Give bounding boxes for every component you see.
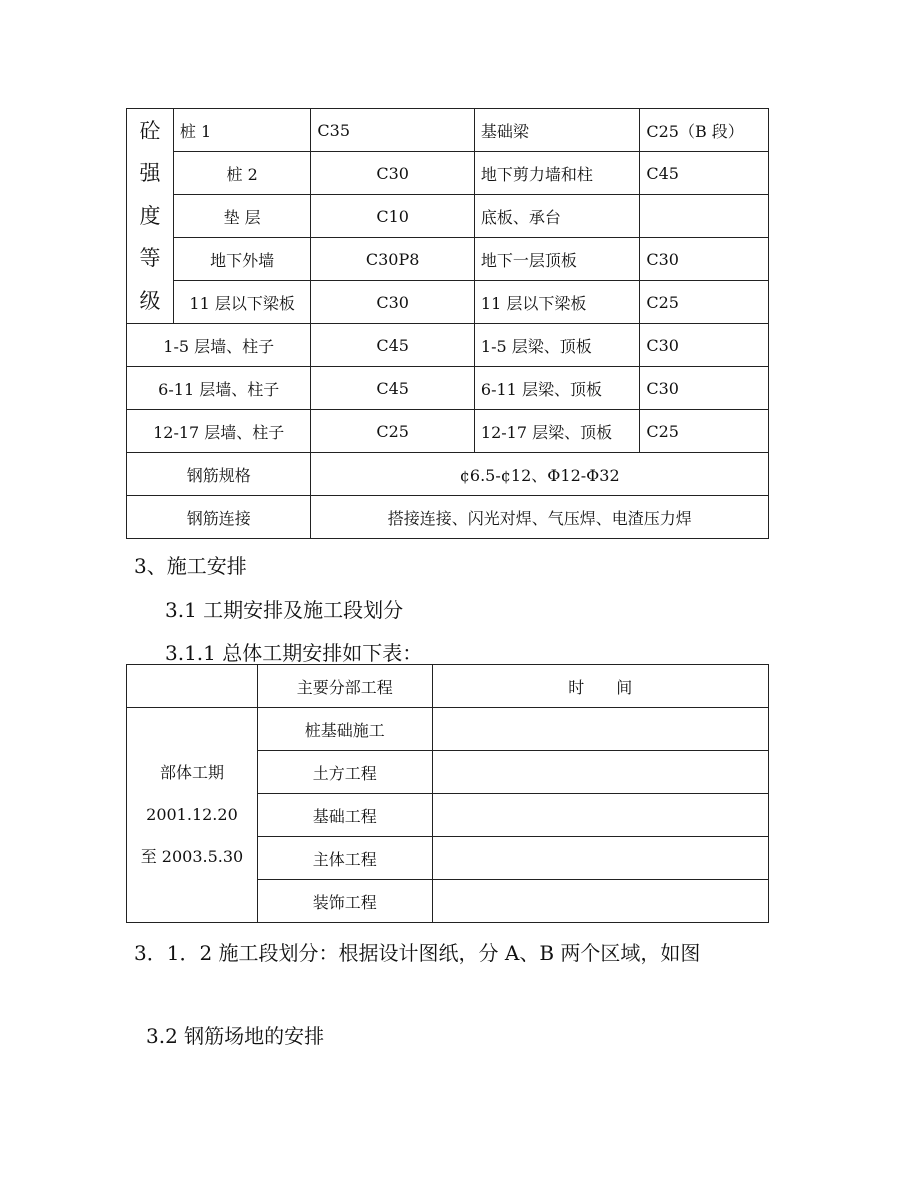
rebar-spec-label: 钢筋规格 bbox=[127, 453, 311, 496]
concrete-grade-group-label: 砼 强 度 等 级 bbox=[127, 109, 174, 324]
table-row bbox=[127, 410, 769, 453]
table-cell: 地下外墙 bbox=[173, 238, 311, 281]
table-cell-empty bbox=[432, 708, 768, 751]
concrete-grade-table bbox=[126, 108, 769, 539]
section-heading-3-1-2: 3．1．2 施工段划分：根据设计图纸，分 A、B 两个区域，如图 bbox=[134, 941, 701, 965]
table-cell: C30P8 bbox=[311, 238, 475, 281]
schedule-header-main: 主要分部工程 bbox=[257, 665, 432, 708]
table-row bbox=[127, 367, 769, 410]
table-cell: 垫 层 bbox=[173, 195, 311, 238]
table-cell: C30 bbox=[640, 238, 769, 281]
table-cell bbox=[640, 195, 769, 238]
table-cell: C25 bbox=[640, 281, 769, 324]
table-row bbox=[127, 708, 769, 751]
table-row bbox=[127, 281, 769, 324]
table-cell: 基础工程 bbox=[257, 794, 432, 837]
table-cell: C45 bbox=[640, 152, 769, 195]
table-row bbox=[127, 109, 769, 152]
table-cell: C10 bbox=[311, 195, 475, 238]
table-cell: 11 层以下梁板 bbox=[173, 281, 311, 324]
table-cell: 12-17 层墙、柱子 bbox=[127, 410, 311, 453]
table-row bbox=[127, 324, 769, 367]
table-row bbox=[127, 453, 769, 496]
table-cell: 土方工程 bbox=[257, 751, 432, 794]
rebar-connection-label: 钢筋连接 bbox=[127, 496, 311, 539]
table-cell: 1-5 层墙、柱子 bbox=[127, 324, 311, 367]
table-cell: 12-17 层梁、顶板 bbox=[474, 410, 639, 453]
table-cell: C35 bbox=[311, 109, 475, 152]
table-cell-empty bbox=[432, 837, 768, 880]
table-cell: 主体工程 bbox=[257, 837, 432, 880]
schedule-table bbox=[126, 664, 769, 923]
schedule-period: 部体工期 2001.12.20 至 2003.5.30 bbox=[127, 708, 258, 923]
table-cell: C30 bbox=[640, 367, 769, 410]
table-cell: 地下一层顶板 bbox=[474, 238, 639, 281]
table-cell: 桩 1 bbox=[173, 109, 311, 152]
table-cell: C25（B 段） bbox=[640, 109, 769, 152]
section-heading-3-1-1: 3.1.1 总体工期安排如下表： bbox=[165, 641, 423, 665]
table-cell: C30 bbox=[311, 281, 475, 324]
table-cell: C25 bbox=[640, 410, 769, 453]
table-cell: 1-5 层梁、顶板 bbox=[474, 324, 639, 367]
schedule-header-time: 时 间 bbox=[432, 665, 768, 708]
table-cell-empty bbox=[432, 794, 768, 837]
table-row bbox=[127, 238, 769, 281]
table-cell: C30 bbox=[640, 324, 769, 367]
table-row bbox=[127, 152, 769, 195]
table-cell: 地下剪力墙和柱 bbox=[474, 152, 639, 195]
rebar-spec-value: ¢6.5-¢12、Φ12-Φ32 bbox=[311, 453, 769, 496]
table-cell: C45 bbox=[311, 324, 475, 367]
table-row bbox=[127, 195, 769, 238]
rebar-connection-value: 搭接连接、闪光对焊、气压焊、电渣压力焊 bbox=[311, 496, 769, 539]
table-cell: 桩 2 bbox=[173, 152, 311, 195]
table-cell: 底板、承台 bbox=[474, 195, 639, 238]
table-cell-empty bbox=[432, 880, 768, 923]
table-cell: 桩基础施工 bbox=[257, 708, 432, 751]
table-cell: 11 层以下梁板 bbox=[474, 281, 639, 324]
table-cell-empty bbox=[127, 665, 258, 708]
table-cell-empty bbox=[432, 751, 768, 794]
section-heading-3-1: 3.1 工期安排及施工段划分 bbox=[165, 598, 404, 622]
section-heading-3-2: 3.2 钢筋场地的安排 bbox=[146, 1024, 325, 1048]
table-cell: 装饰工程 bbox=[257, 880, 432, 923]
table-cell: 基础梁 bbox=[474, 109, 639, 152]
table-row bbox=[127, 665, 769, 708]
table-cell: C25 bbox=[311, 410, 475, 453]
table-cell: 6-11 层墙、柱子 bbox=[127, 367, 311, 410]
table-cell: C45 bbox=[311, 367, 475, 410]
section-heading-3: 3、施工安排 bbox=[134, 554, 247, 578]
table-cell: C30 bbox=[311, 152, 475, 195]
table-cell: 6-11 层梁、顶板 bbox=[474, 367, 639, 410]
table-row bbox=[127, 496, 769, 539]
